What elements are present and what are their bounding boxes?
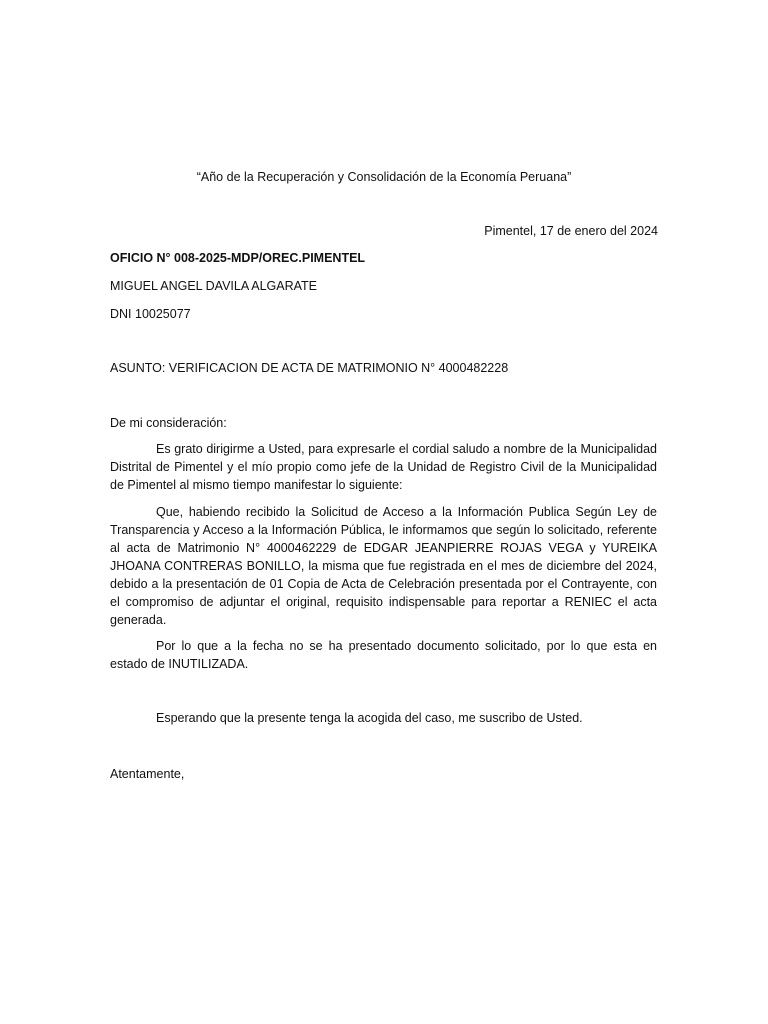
- greeting: De mi consideración:: [110, 416, 227, 430]
- oficio-number: OFICIO N° 008-2025-MDP/OREC.PIMENTEL: [110, 251, 366, 265]
- subject-line: ASUNTO: VERIFICACION DE ACTA DE MATRIMONIO N° 4000482228: [110, 361, 509, 375]
- body-paragraph: Es grato dirigirme a Usted, para expresarle el cordial saludo a nombre de la Municipalidad Distrital de Pimentel y el mío propio como jefe de la Unidad de Registro Civil de la Municipalidad de Pimentel al mismo tiempo manifestar lo siguiente:: [110, 442, 657, 492]
- body-paragraph: Esperando que la presente tenga la acogida del caso, me suscribo de Usted.: [156, 711, 583, 725]
- recipient-name: MIGUEL ANGEL DAVILA ALGARATE: [110, 279, 318, 293]
- place-date: Pimentel, 17 de enero del 2024: [484, 224, 658, 238]
- body-paragraph: Por lo que a la fecha no se ha presentado documento solicitado, por lo que esta en estado de INUTILIZADA.: [110, 639, 657, 671]
- closing: Atentamente,: [110, 767, 185, 781]
- body-paragraph: Que, habiendo recibido la Solicitud de Acceso a la Información Publica Según Ley de Transparencia y Acceso a la Información Pública, le informamos que según lo solicitado, referente al acta de Matrimonio N° 4000462229 de EDGAR JEANPIERRE ROJAS VEGA y YUREIKA JHOANA CONTRERAS BONILLO, la misma que fue registrada en el mes de diciembre del 2024, debido a la presentación de 01 Copia de Acta de Celebración presentada por el Contrayente, con el compromiso de adjuntar el original, requisito indispensable para reportar a RENIEC el acta generada.: [110, 505, 657, 627]
- year-motto: “Año de la Recuperación y Consolidación de la Economía Peruana”: [196, 170, 572, 184]
- recipient-dni: DNI 10025077: [110, 307, 191, 321]
